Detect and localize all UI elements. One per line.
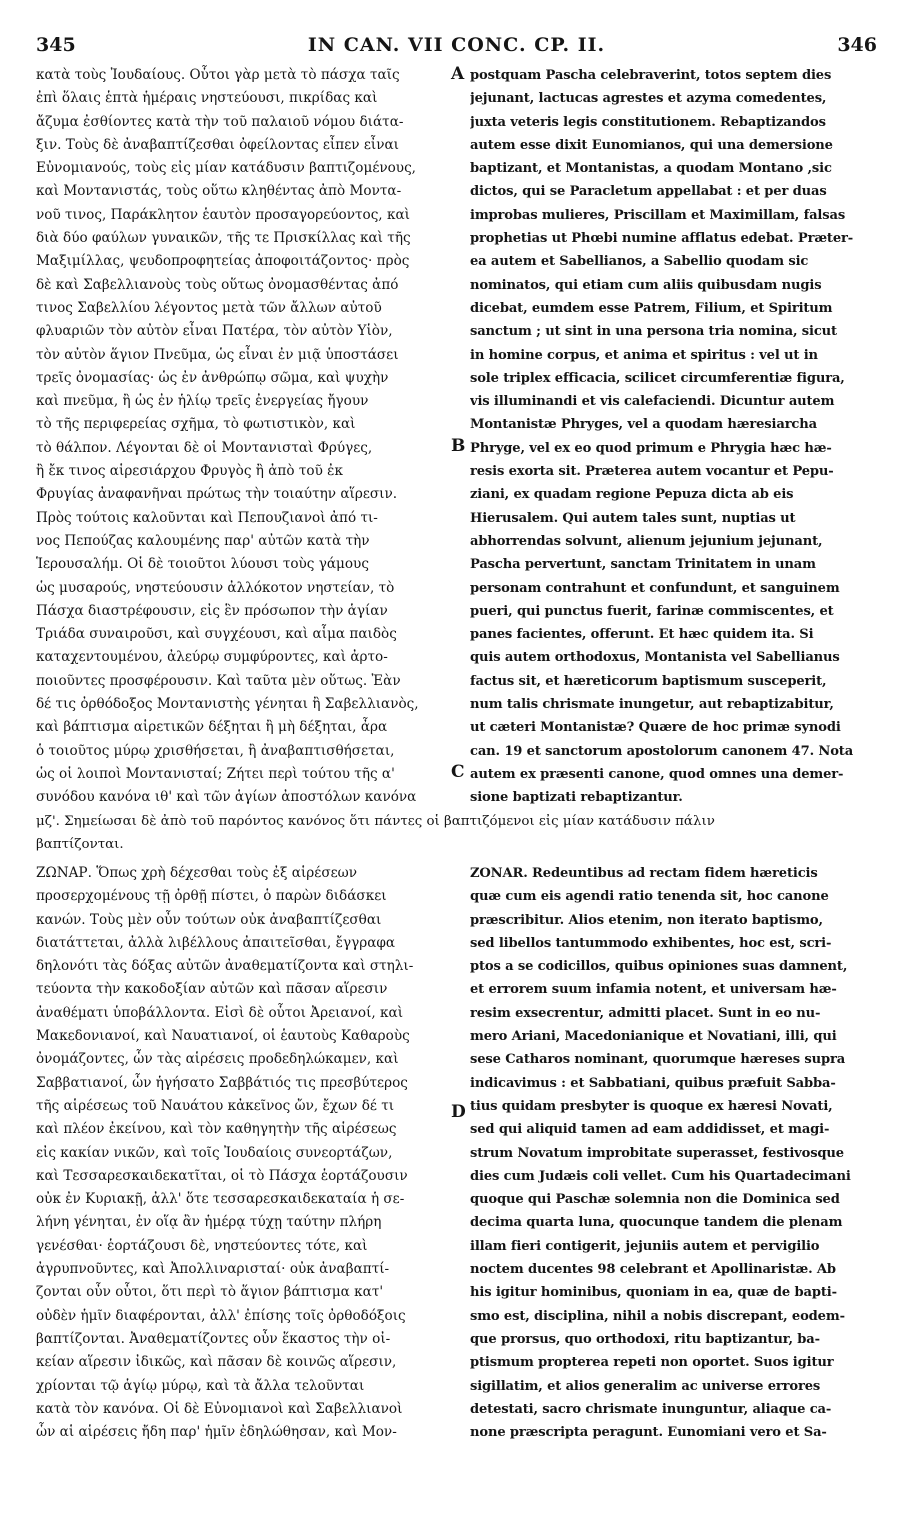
latin-text-line: tius quidam presbyter is quoque ex hæresi Novati, (470, 1098, 833, 1114)
latin-text-line: improbas mulieres, Priscillam et Maximillam, falsas (470, 207, 846, 223)
full-width-line: βαπτίζονται. (36, 837, 124, 853)
greek-text-line: ὀνομάζοντες, ὧν τὰς αἱρέσεις προδεδηλώκαμεν, καὶ (36, 1051, 399, 1068)
full-width-text (36, 810, 881, 857)
latin-text-line: ziani, ex quadam regione Pepuza dicta ab eis (470, 487, 794, 503)
latin-text-line: smo est, disciplina, nihil a nobis discrepant, eodem- (470, 1308, 845, 1324)
greek-text-line: καὶ βάπτισμα αἱρετικῶν δέξηται ἢ μὴ δέξηται, ἆρα (36, 719, 388, 736)
greek-text-line: ποιοῦντες προσφέρουσιν. Καὶ ταῦτα μὲν οὕτως. Ἐὰν (36, 672, 401, 689)
latin-text-line: præscribitur. Alios etenim, non iterato baptismo, (470, 912, 823, 928)
margin-marker-c: C (451, 762, 465, 782)
latin-text-line: Phryge, vel ex eo quod primum e Phrygia hæc hæ- (470, 440, 832, 456)
greek-column-bottom (36, 862, 456, 1444)
greek-text-line: ΖΩΝΑΡ. Ὅπως χρὴ δέχεσθαι τοὺς ἐξ αἱρέσεων (36, 865, 357, 881)
page-number-right: 346 (837, 34, 877, 56)
greek-text-line: τὸ τῆς περιφερείας σχῆμα, τὸ φωτιστικὸν, καὶ (36, 416, 356, 433)
greek-text-line: γενέσθαι· ἑορτάζουσι δὲ, νηστεύοντες τότε, καὶ (36, 1237, 368, 1254)
greek-text-line: ζονται οὖν οὗτοι, ὅτι περὶ τὸ ἅγιον βάπτισμα κατ' (36, 1284, 384, 1301)
latin-text-line: ut cæteri Montanistæ? Quære de hoc primæ synodi (470, 720, 841, 736)
latin-text-line: resim exsecrentur, admitti placet. Sunt in eo nu- (470, 1005, 821, 1021)
latin-text-line: decima quarta luna, quocunque tandem die plenam (470, 1215, 843, 1231)
latin-text-line: sione baptizati rebaptizantur. (470, 790, 683, 806)
latin-text-line: abhorrendas solvunt, alienum jejunium jejunant, (470, 533, 823, 549)
running-title: IN CAN. VII CONC. CP. II. (307, 34, 606, 56)
greek-text-line: εἰς κακίαν νικῶν, καὶ τοῖς Ἰουδαίοις συνεορτάζων, (36, 1144, 393, 1161)
latin-text-line: Hierusalem. Qui autem tales sunt, nuptias ut (470, 510, 796, 526)
greek-text-line: συνόδου κανόνα ιθ' καὶ τῶν ἁγίων ἀποστόλων κανόνα (36, 789, 417, 806)
greek-text-line: φλυαριῶν τὸν αὐτὸν εἶναι Πατέρα, τὸν αὐτὸν Υἱὸν, (36, 323, 393, 340)
latin-text-line: resis exorta sit. Præterea autem vocantur et Pepu- (470, 464, 834, 480)
greek-text-line: Πάσχα διαστρέφουσιν, εἰς ἓν πρόσωπον τὴν ἁγίαν (36, 602, 388, 619)
greek-text-line: ὡς μυσαρούς, νηστεύουσιν ἀλλόκοτον νηστείαν, τὸ (36, 579, 395, 596)
greek-text-line: κανών. Τοὺς μὲν οὖν τούτων οὐκ ἀναβαπτίζεσθαι (36, 911, 382, 928)
greek-text-line: ὡς οἱ λοιποὶ Μοντανισταί; Ζήτει περὶ τούτου τῆς α' (36, 765, 395, 782)
latin-text-line: juxta veteris legis constitutionem. Rebaptizandos (470, 114, 826, 130)
latin-text-line: sanctum ; ut sint in una persona tria nomina, sicut (470, 324, 837, 340)
greek-text-line: δὲ καὶ Σαβελλιανοὺς τοὺς οὕτως ὀνομασθέντας ἀπό (36, 276, 399, 293)
greek-text-line: δέ τις ὀρθόδοξος Μοντανιστὴς γένηται ἢ Σαβελλιανὸς, (36, 696, 419, 713)
greek-text-line: τεύοντα τὴν κακοδοξίαν αὐτῶν καὶ πᾶσαν αἵρεσιν (36, 981, 388, 998)
greek-text-line: Μαξιμίλλας, ψευδοπροφητείας ἀποφοιτάζοντος· πρὸς (36, 253, 410, 270)
margin-marker-a: A (451, 64, 465, 84)
greek-text-line: Σαββατιανοί, ὧν ἡγήσατο Σαββάτιός τις πρεσβύτερος (36, 1074, 408, 1091)
latin-text-line: mero Ariani, Macedonianique et Novatiani, illi, qui (470, 1029, 837, 1045)
greek-text-line: κατὰ τοὺς Ἰουδαίους. Οὗτοι γὰρ μετὰ τὸ πάσχα ταῖς (36, 67, 400, 83)
greek-text-line: τὸ θάλπον. Λέγονται δὲ οἱ Μοντανισταὶ Φρύγες, (36, 439, 373, 456)
page-number-left: 345 (36, 34, 76, 56)
latin-text-line: sed qui aliquid tamen ad eam addidisset, et magi- (470, 1122, 830, 1138)
greek-text-line: καὶ Μοντανιστάς, τοὺς οὕτω κληθέντας ἀπὸ Μοντα- (36, 183, 402, 200)
greek-text-line: ἀναθέματι ὑποβάλλοντα. Εἰσὶ δὲ οὗτοι Ἀρειανοί, καὶ (36, 1004, 404, 1021)
latin-text-line: que prorsus, quo orthodoxi, ritu baptizantur, ba- (470, 1331, 820, 1347)
greek-text-line: νος Πεπούζας καλουμένης παρ' αὐτῶν κατὰ τὴν (36, 532, 370, 549)
latin-column-top (470, 64, 880, 810)
greek-text-line: Ἱερουσαλήμ. Οἱ δὲ τοιοῦτοι λύουσι τοὺς γάμους (36, 556, 369, 573)
margin-marker-d: D (451, 1102, 466, 1122)
greek-text-line: δηλονότι τὰς δόξας αὐτῶν ἀναθεματίζοντα καὶ στηλι- (36, 958, 414, 975)
greek-text-line: κείαν αἵρεσιν ἰδικῶς, καὶ πᾶσαν δὲ κοινῶς αἵρεσιν, (36, 1354, 397, 1371)
latin-text-line: indicavimus : et Sabbatiani, quibus præfuit Sabba- (470, 1075, 836, 1091)
greek-text-line: Τριάδα συναιροῦσι, καὶ συγχέουσι, καὶ αἷμα παιδὸς (36, 626, 397, 643)
latin-text-line: vis illuminandi et vis calefaciendi. Dicuntur autem (470, 394, 835, 410)
greek-text-line: καὶ Τεσσαρεσκαιδεκατῖται, οἱ τὸ Πάσχα ἑορτάζουσιν (36, 1167, 408, 1184)
greek-text-line: ἐπὶ ὅλαις ἑπτὰ ἡμέραις νηστεύουσι, πικρίδας καὶ (36, 90, 378, 107)
latin-text-line: sese Catharos nominant, quorumque hæreses supra (470, 1052, 846, 1068)
latin-text-line: dictos, qui se Paracletum appellabat : et per duas (470, 184, 827, 200)
latin-text-line: personam contrahunt et confundunt, et sanguinem (470, 580, 840, 596)
greek-text-line: Φρυγίας ἀναφανῆναι πρώτως τὴν τοιαύτην αἵρεσιν. (36, 486, 398, 503)
latin-text-line: pueri, qui punctus fuerit, farinæ commiscentes, et (470, 603, 834, 619)
greek-text-line: τινος Σαβελλίου λέγοντος μετὰ τῶν ἄλλων αὐτοῦ (36, 299, 382, 316)
full-width-line: μζ'. Σημείωσαι δὲ ἀπὸ τοῦ παρόντος κανόνος ὅτι πάντες οἱ βαπτιζόμενοι εἰς μίαν κατάδυσιν πάλιν (36, 814, 715, 829)
greek-text-line: ἀγρυπνοῦντες, καὶ Ἀπολλιναρισταί· οὐκ ἀναβαπτί- (36, 1261, 390, 1278)
greek-text-line: τρεῖς ὀνομασίας· ὡς ἐν ἀνθρώπῳ σῶμα, καὶ ψυχὴν (36, 369, 389, 386)
greek-text-line: καταχεντουμένου, ἀλεύρῳ συμφύροντες, καὶ ἀρτο- (36, 649, 388, 666)
latin-text-line: autem ex præsenti canone, quod omnes una demer- (470, 766, 844, 782)
latin-text-line: quoque qui Paschæ solemnia non die Dominica sed (470, 1192, 840, 1208)
greek-text-line: διὰ δύο φαύλων γυναικῶν, τῆς τε Πρισκίλλας καὶ τῆς (36, 230, 411, 247)
latin-text-line: autem esse dixit Eunomianos, qui una demersione (470, 137, 833, 153)
latin-text-line: nominatos, qui etiam cum aliis quibusdam nugis (470, 277, 822, 293)
page-header (36, 34, 877, 58)
latin-text-line: sigillatim, et alios generalim ac universe errores (470, 1378, 821, 1394)
latin-text-line: can. 19 et sanctorum apostolorum canonem 47. Nota (470, 743, 854, 759)
latin-text-line: postquam Pascha celebraverint, totos septem dies (470, 68, 832, 83)
latin-column-bottom (470, 862, 880, 1444)
latin-text-line: detestati, sacro chrismate inunguntur, aliaque ca- (470, 1401, 832, 1417)
latin-text-line: baptizant, et Montanistas, a quodam Montano ,sic (470, 161, 832, 177)
latin-text-line: et errorem suum infamia notent, et universam hæ- (470, 982, 837, 998)
latin-text-line: prophetias ut Phœbi numine afflatus edebat. Præter- (470, 231, 854, 247)
greek-text-line: Εὐνομιανούς, τοὺς εἰς μίαν κατάδυσιν βαπτιζομένους, (36, 160, 417, 177)
greek-text-line: οὐδὲν ἡμῖν διαφέρονται, ἀλλ' ἐπίσης τοῖς ὀρθοδόξοις (36, 1307, 406, 1324)
greek-text-line: Πρὸς τούτοις καλοῦνται καὶ Πεπουζιανοὶ ἀπό τι- (36, 509, 378, 526)
greek-column-top (36, 64, 456, 810)
greek-text-line: οὐκ ἐν Κυριακῇ, ἀλλ' ὅτε τεσσαρεσκαιδεκαταία ἡ σε- (36, 1191, 405, 1208)
greek-text-line: καὶ πλέον ἐκείνου, καὶ τὸν καθηγητὴν τῆς αἱρέσεως (36, 1121, 397, 1138)
latin-text-line: illam fieri contigerit, jejuniis autem et pervigilio (470, 1238, 820, 1254)
latin-text-line: quæ cum eis agendi ratio tenenda sit, hoc canone (470, 889, 829, 905)
latin-text-line: ZONAR. Redeuntibus ad rectam fidem hæreticis (470, 866, 818, 881)
greek-text-line: λήνη γένηται, ἐν οἵᾳ ἂν ἡμέρᾳ τύχῃ ταύτην πλήρη (36, 1214, 382, 1231)
greek-text-line: ὧν αἱ αἱρέσεις ἤδη παρ' ἡμῖν ἐδηλώθησαν, καὶ Μον- (36, 1424, 397, 1441)
greek-text-line: ξιν. Τοὺς δὲ ἀναβαπτίζεσθαι ὀφείλοντας εἶπεν εἶναι (36, 136, 399, 153)
greek-text-line: καὶ πνεῦμα, ἢ ὡς ἐν ἡλίῳ τρεῖς ἐνεργείας ἤγουν (36, 393, 369, 410)
greek-text-line: τῆς αἱρέσεως τοῦ Ναυάτου κἀκεῖνος ὤν, ἔχων δέ τι (36, 1097, 395, 1114)
greek-text-line: διατάττεται, ἀλλὰ λιβέλλους ἀπαιτεῖσθαι, ἔγγραφα (36, 934, 396, 951)
latin-text-line: sed libellos tantummodo exhibentes, hoc est, scri- (470, 935, 832, 951)
latin-text-line: num talis chrismate inungetur, aut rebaptizabitur, (470, 697, 834, 713)
greek-text-line: ἄζυμα ἐσθίοντες κατὰ τὴν τοῦ παλαιοῦ νόμου διάτα- (36, 113, 404, 130)
latin-text-line: dies cum Judæis coli vellet. Cum his Quartadecimani (470, 1168, 851, 1184)
latin-text-line: Pascha pervertunt, sanctam Trinitatem in unam (470, 557, 816, 573)
latin-text-line: noctem ducentes 98 celebrant et Apollinaristæ. Ab (470, 1262, 836, 1278)
latin-text-line: in homine corpus, et anima et spiritus : vel ut in (470, 347, 818, 363)
latin-text-line: Montanistæ Phryges, vel a quodam hæresiarcha (470, 417, 817, 433)
latin-text-line: quis autem orthodoxus, Montanista vel Sabellianus (470, 650, 840, 666)
latin-text-line: ea autem et Sabellianos, a Sabellio quodam sic (470, 254, 809, 270)
latin-text-line: ptismum propterea repeti non oportet. Suos igitur (470, 1355, 834, 1371)
greek-text-line: βαπτίζονται. Ἀναθεματίζοντες οὖν ἕκαστος τὴν οἰ- (36, 1330, 391, 1347)
latin-text-line: sole triplex efficacia, scilicet circumferentiæ figura, (470, 370, 845, 386)
greek-text-line: τὸν αὐτὸν ἅγιον Πνεῦμα, ὡς εἶναι ἐν μιᾷ ὑποστάσει (36, 346, 399, 363)
greek-text-line: ὁ τοιοῦτος μύρῳ χρισθήσεται, ἢ ἀναβαπτισθήσεται, (36, 742, 395, 759)
greek-text-line: προσερχομένους τῇ ὀρθῇ πίστει, ὁ παρὼν διδάσκει (36, 888, 387, 905)
greek-text-line: Μακεδονιανοί, καὶ Ναυατιανοί, οἱ ἑαυτοὺς Καθαροὺς (36, 1028, 410, 1045)
greek-text-line: νοῦ τινος, Παράκλητον ἑαυτὸν προσαγορεύοντος, καὶ (36, 206, 410, 223)
latin-text-line: ptos a se codicillos, quibus opiniones suas damnent, (470, 959, 848, 975)
latin-text-line: his igitur hominibus, quoniam in ea, quæ de bapti- (470, 1285, 837, 1301)
latin-text-line: panes facientes, offerunt. Et hæc quidem ita. Si (470, 627, 814, 643)
latin-text-line: none præscripta peragunt. Eunomiani vero et Sa- (470, 1425, 827, 1441)
greek-text-line: χρίονται τῷ ἁγίῳ μύρῳ, καὶ τὰ ἄλλα τελοῦνται (36, 1377, 365, 1394)
greek-text-line: ἢ ἔκ τινος αἱρεσιάρχου Φρυγὸς ἢ ἀπὸ τοῦ ἐκ (36, 463, 343, 480)
margin-marker-b: B (451, 436, 466, 456)
latin-text-line: dicebat, eumdem esse Patrem, Filium, et Spiritum (470, 300, 833, 316)
latin-text-line: jejunant, lactucas agrestes et azyma comedentes, (470, 91, 827, 107)
latin-text-line: strum Novatum improbitate superasset, festivosque (470, 1145, 844, 1161)
greek-text-line: κατὰ τὸν κανόνα. Οἱ δὲ Εὐνομιανοὶ καὶ Σαβελλιανοὶ (36, 1400, 403, 1417)
latin-text-line: factus sit, et hæreticorum baptismum susceperit, (470, 673, 827, 689)
